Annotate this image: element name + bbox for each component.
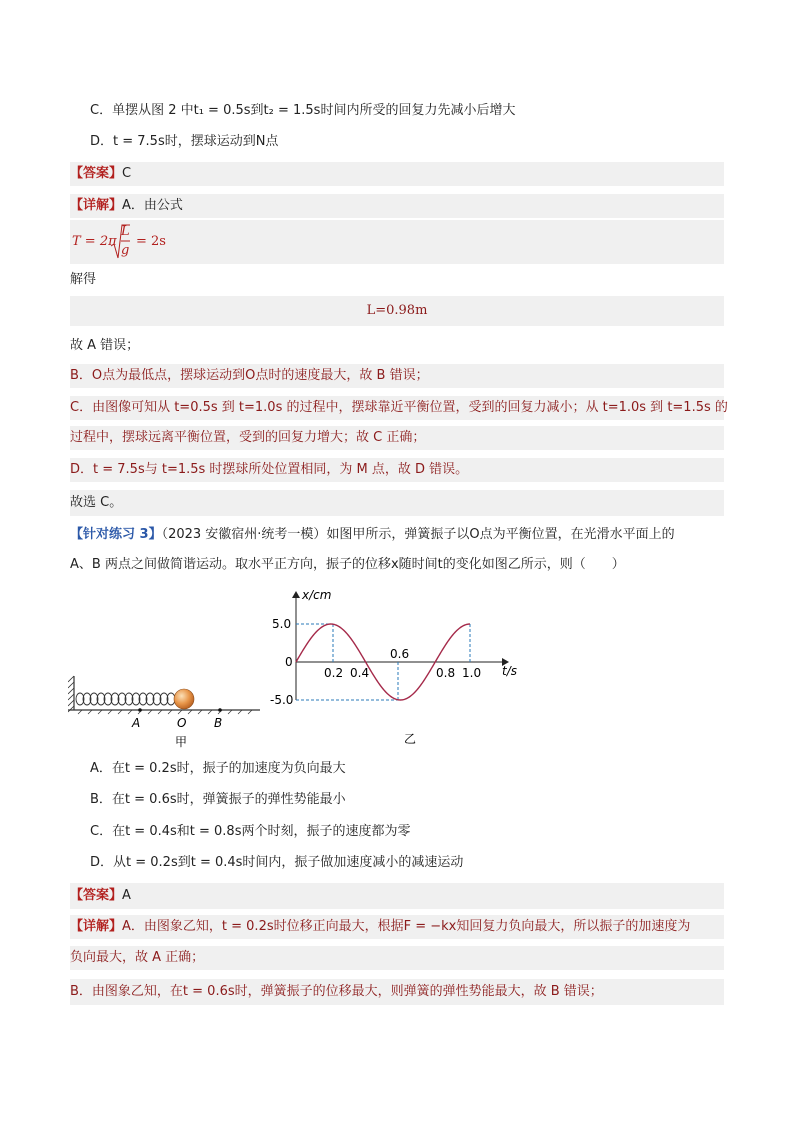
q3-answer-row xyxy=(70,883,724,909)
formula-num: L xyxy=(121,224,130,239)
x-tick-08: 0.8 xyxy=(436,666,456,680)
c-explanation-line1: C．由图像可知从 t=0.5s 到 t=1.0s 的过程中，摆球靠近平衡位置，受到的回复力减小；从 t=1.0s 到 t=1.5s 的 xyxy=(70,396,724,420)
q3-detail-label: 【详解】 xyxy=(70,919,123,934)
jiede-text: 解得 xyxy=(70,272,97,287)
choose-text: 故选 C。 xyxy=(70,490,724,516)
q3-text1: （2023 安徽宿州·统考一模）如图甲所示，弹簧振子以O点为平衡位置，在光滑水平面上的 xyxy=(161,527,675,542)
x-tick-04: 0.4 xyxy=(350,666,370,680)
spring-coil xyxy=(76,693,175,705)
point-b-dot xyxy=(218,708,222,712)
detail-row xyxy=(70,194,724,218)
point-o-label: O xyxy=(177,716,187,730)
point-a-label: A xyxy=(132,716,141,730)
answer-label: 【答案】 xyxy=(70,166,123,181)
wall-hatching xyxy=(68,676,74,712)
q3-option-c: C．在t = 0.4s和t = 0.8s两个时刻，振子的速度都为零 xyxy=(90,824,411,839)
x-tick-10: 1.0 xyxy=(462,666,482,680)
length-result: L=0.98m xyxy=(70,296,724,326)
x-axis-label: t/s xyxy=(502,664,517,678)
q3-option-a: A．在t = 0.2s时，振子的加速度为负向最大 xyxy=(90,761,346,776)
answer-value: C xyxy=(122,166,132,181)
formula-lhs: T = 2π xyxy=(72,234,117,249)
a-wrong-text: 故 A 错误； xyxy=(70,338,140,353)
q3-answer-value: A xyxy=(122,888,131,903)
figure-jia-caption: 甲 xyxy=(175,735,188,749)
figure-displacement-time-graph xyxy=(270,586,532,748)
period-formula xyxy=(70,220,724,264)
ball-mass xyxy=(174,689,194,709)
formula-rhs: = 2s xyxy=(136,234,166,249)
d-explanation: D．t = 7.5s与 t=1.5s 时摆球所处位置相同，为 M 点，故 D 错误。 xyxy=(70,458,724,482)
b-explanation: B．O点为最低点，摆球运动到O点时的速度最大，故 B 错误； xyxy=(70,364,724,388)
point-a-dot xyxy=(138,708,142,712)
c-explanation-line2: 过程中，摆球远离平衡位置，受到的回复力增大；故 C 正确； xyxy=(70,426,724,450)
detail-a: A．由公式 xyxy=(122,198,183,213)
figure-spring-oscillator xyxy=(68,672,268,750)
answer-row xyxy=(70,162,724,186)
q3-answer-label: 【答案】 xyxy=(70,888,123,903)
q3-tag: 【针对练习 3】 xyxy=(70,527,162,542)
formula-den: g xyxy=(121,243,130,258)
origin-label: 0 xyxy=(285,655,293,669)
q3-text-line1 xyxy=(70,525,724,545)
q3-option-d: D．从t = 0.2s到t = 0.4s时间内，振子做加速度减小的减速运动 xyxy=(90,855,464,870)
q3-option-b: B．在t = 0.6s时，弹簧振子的弹性势能最小 xyxy=(90,792,346,807)
q3-detail-line1 xyxy=(70,915,724,939)
figure-yi-caption: 乙 xyxy=(404,732,417,746)
q3-text-line2: A、B 两点之间做简谐运动。取水平正方向，振子的位移x随时间t的变化如图乙所示，则（ ） xyxy=(70,557,625,572)
x-tick-02: 0.2 xyxy=(324,666,344,680)
point-b-label: B xyxy=(214,716,223,730)
x-tick-06: 0.6 xyxy=(390,647,410,661)
y-axis-label: x/cm xyxy=(302,588,332,602)
q3-detail-text1: A．由图象乙知，t = 0.2s时位移正向最大，根据F = −kx知回复力负向最大，所以振子的加速度为 xyxy=(122,919,691,934)
q3-detail-line2: 负向最大，故 A 正确； xyxy=(70,946,724,970)
y-tick-bottom: -5.0 xyxy=(270,693,294,707)
q3-detail-line3: B．由图象乙知，在t = 0.6s时，弹簧振子的位移最大，则弹簧的弹性势能最大，故 B 错误； xyxy=(70,979,724,1005)
option-c: C．单摆从图 2 中t₁ = 0.5s到t₂ = 1.5s时间内所受的回复力先减小后增大 xyxy=(90,103,516,118)
option-d: D．t = 7.5s时，摆球运动到N点 xyxy=(90,134,279,149)
detail-label: 【详解】 xyxy=(70,198,123,213)
y-tick-top: 5.0 xyxy=(272,617,292,631)
